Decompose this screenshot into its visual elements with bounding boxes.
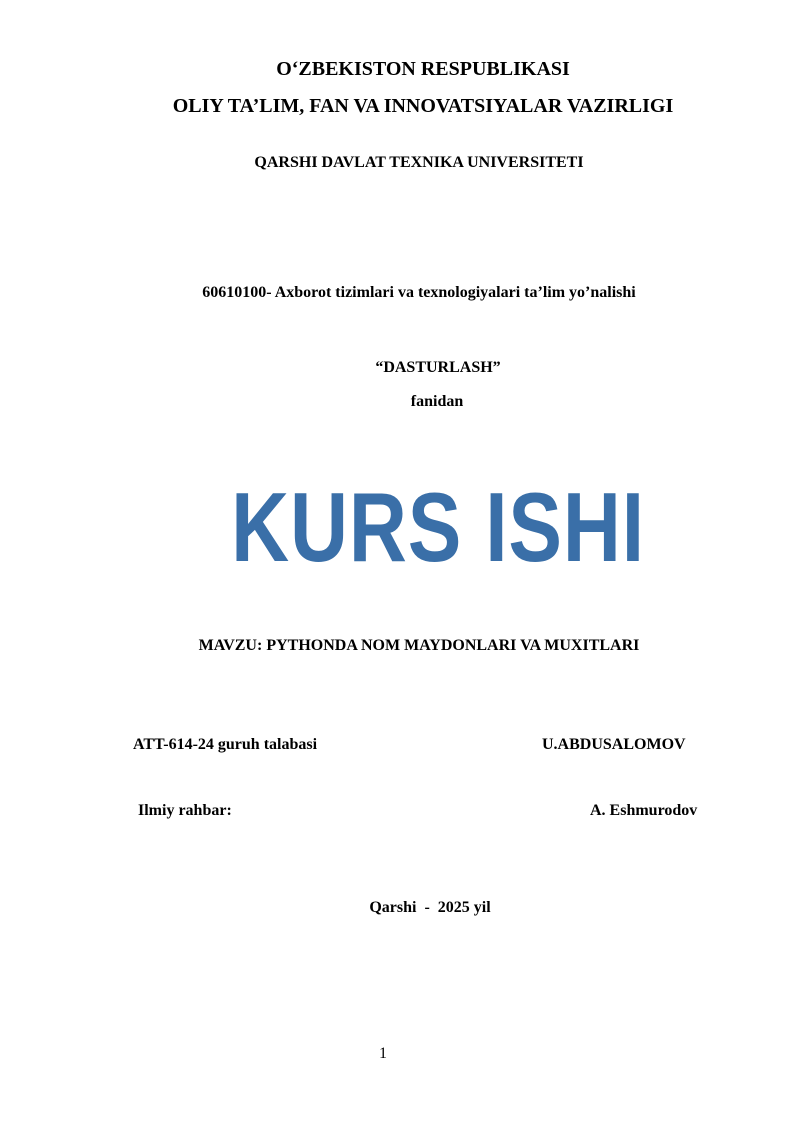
study-direction: 60610100- Axborot tizimlari va texnologiyalari ta’lim yo’nalishi bbox=[202, 284, 636, 301]
subject-suffix: fanidan bbox=[410, 393, 464, 410]
advisor-label: Ilmiy rahbar: bbox=[138, 802, 232, 819]
country-heading: O‘ZBEKISTON RESPUBLIKASI bbox=[276, 58, 570, 80]
student-name: U.ABDUSALOMOV bbox=[542, 736, 686, 753]
document-title: KURS ISHI bbox=[231, 472, 645, 582]
topic-heading: MAVZU: PYTHONDA NOM MAYDONLARI VA MUXITLARI bbox=[198, 637, 640, 654]
university-heading: QARSHI DAVLAT TEXNIKA UNIVERSITETI bbox=[254, 154, 584, 171]
subject-name: “DASTURLASH” bbox=[375, 359, 501, 376]
ministry-heading: OLIY TA’LIM, FAN VA INNOVATSIYALAR VAZIRLIGI bbox=[172, 95, 674, 117]
student-label: ATT-614-24 guruh talabasi bbox=[133, 736, 318, 753]
page-number: 1 bbox=[379, 1045, 387, 1062]
advisor-name: A. Eshmurodov bbox=[590, 802, 698, 819]
place-and-year: Qarshi - 2025 yil bbox=[369, 899, 491, 916]
